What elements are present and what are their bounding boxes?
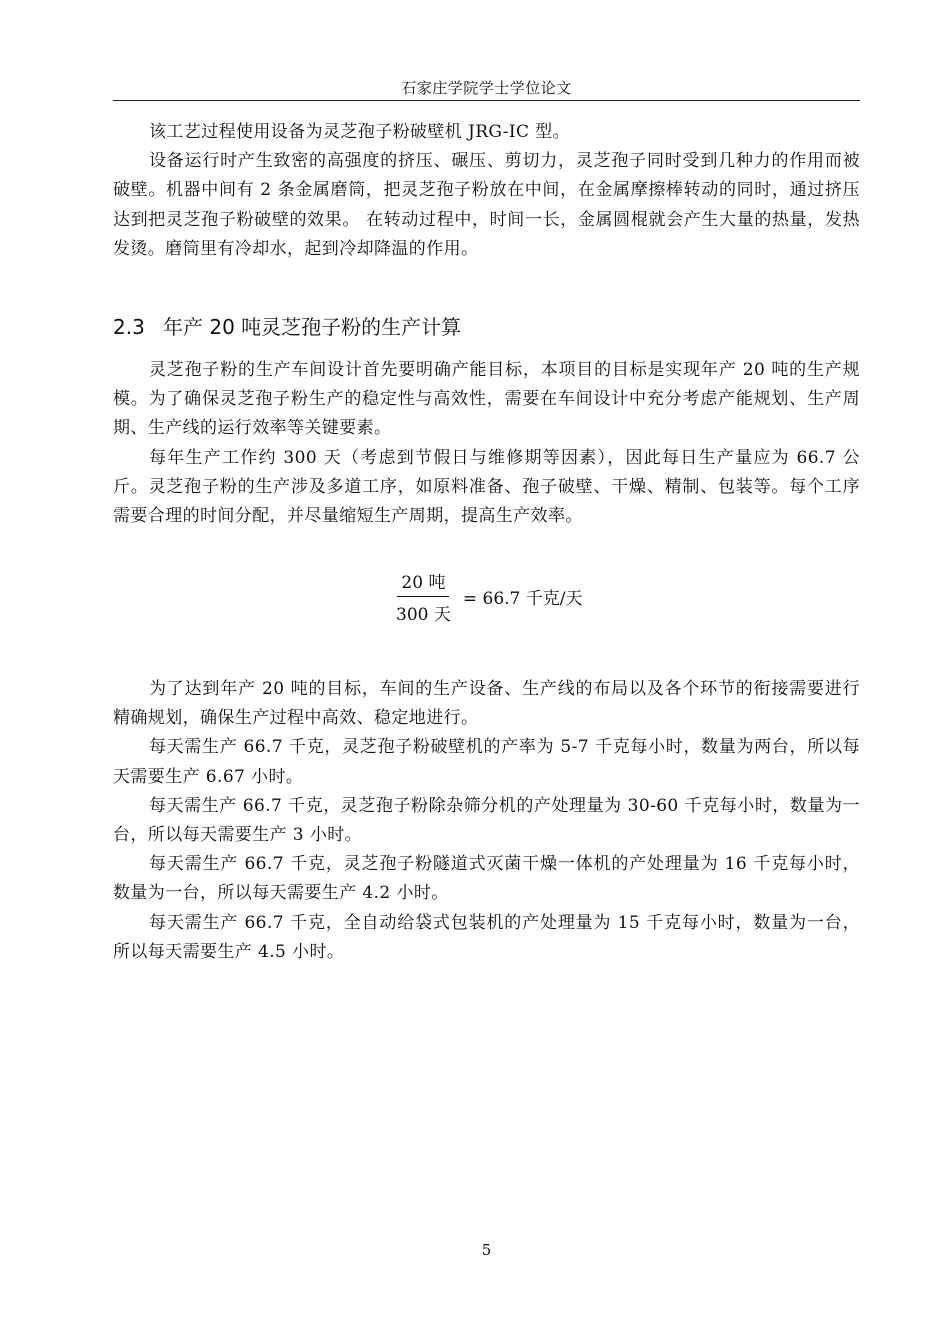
section-title: 年产 20 吨灵芝孢子粉的生产计算 xyxy=(163,315,462,339)
section-number: 2.3 xyxy=(113,315,145,339)
paragraph: 设备运行时产生致密的高强度的挤压、碾压、剪切力，灵芝孢子同时受到几种力的作用而被破壁。机器中间有 2 条金属磨筒，把灵芝孢子粉放在中间，在金属摩擦棒转动的同时，通过挤压达到把灵芝孢子粉破壁的效果。 在转动过程中，时间一长，金属圆棍就会产生大量的热量，发热发烫。磨筒里有冷却水，起到冷却降温的作用。 xyxy=(113,151,860,259)
paragraph: 每天需生产 66.7 千克，灵芝孢子粉除杂筛分机的产处理量为 30-60 千克每小时，数量为一台，所以每天需要生产 3 小时。 xyxy=(113,795,860,846)
paragraph: 为了达到年产 20 吨的目标，车间的生产设备、生产线的布局以及各个环节的衔接需要进行精确规划，确保生产过程中高效、稳定地进行。 xyxy=(113,679,860,729)
paragraph: 每天需生产 66.7 千克，全自动给袋式包装机的产处理量为 15 千克每小时，数量为一台，所以每天需要生产 4.5 小时。 xyxy=(113,912,860,962)
running-header: 石家庄学院学士学位论文 xyxy=(401,79,572,97)
equation xyxy=(392,566,583,626)
paragraph: 每年生产工作约 300 天（考虑到节假日与维修期等因素），因此每日生产量应为 66.7 公斤。灵芝孢子粉的生产涉及多道工序，如原料准备、孢子破壁、干燥、精制、包装等。每个工序需要合理的时间分配，并尽量缩短生产周期，提高生产效率。 xyxy=(113,447,860,527)
paragraph: 每天需生产 66.7 千克，灵芝孢子粉破壁机的产率为 5-7 千克每小时，数量为两台，所以每天需要生产 6.67 小时。 xyxy=(113,737,860,787)
intro-block xyxy=(113,118,860,264)
paragraph: 灵芝孢子粉的生产车间设计首先要明确产能目标，本项目的目标是实现年产 20 吨的生产规模。为了确保灵芝孢子粉生产的稳定性与高效性，需要在车间设计中充分考虑产能规划、生产周期、生产线的运行效率等关键要素。 xyxy=(113,360,860,439)
paragraph: 每天需生产 66.7 千克，灵芝孢子粉隧道式灭菌干燥一体机的产处理量为 16 千克每小时，数量为一台，所以每天需要生产 4.2 小时。 xyxy=(113,854,860,904)
fraction-denominator: 300 天 xyxy=(396,604,451,625)
paragraph: 该工艺过程使用设备为灵芝孢子粉破壁机 JRG-IC 型。 xyxy=(149,122,570,142)
section-heading xyxy=(113,312,860,342)
calculation-block xyxy=(113,675,860,967)
fraction xyxy=(392,568,455,625)
fraction-numerator: 20 吨 xyxy=(397,568,449,597)
page-number: 5 xyxy=(481,1241,492,1259)
header-rule xyxy=(113,100,860,101)
section-block xyxy=(113,356,860,531)
equation-result: = 66.7 千克/天 xyxy=(462,588,583,609)
